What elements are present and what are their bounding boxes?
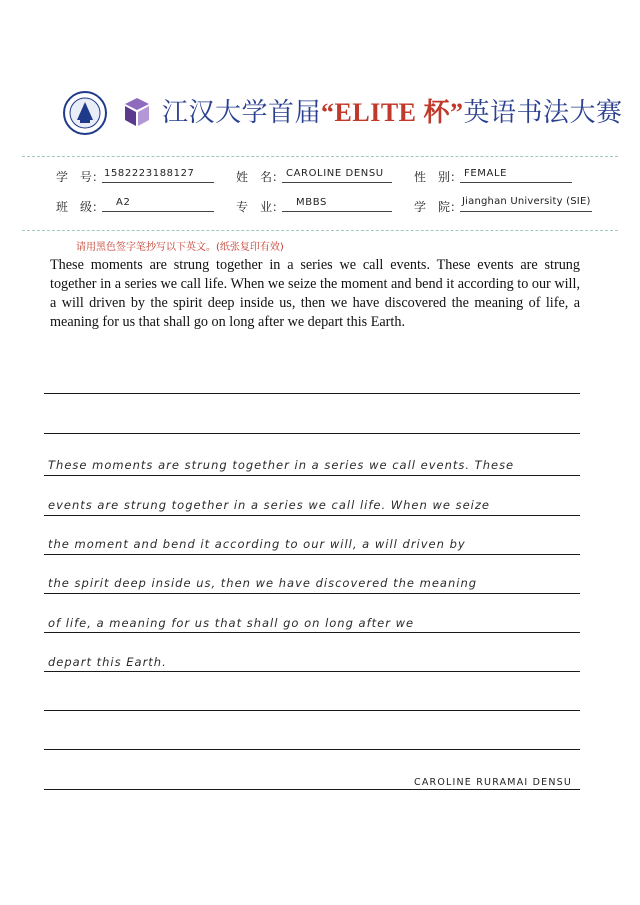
handwritten-line-4: the spirit deep inside us, then we have discovered the meaning: [48, 576, 478, 590]
writing-line-5: [44, 554, 580, 555]
writing-line-7: [44, 632, 580, 633]
handwritten-line-2: events are strung together in a series we call life. When we seize: [48, 498, 490, 512]
handwritten-line-5: of life, a meaning for us that shall go on long after we: [48, 616, 415, 630]
name-line: [282, 182, 392, 183]
student-id-label: 学 号：: [56, 170, 105, 184]
fields-divider: [22, 230, 618, 231]
class-value: A2: [116, 197, 131, 208]
major-label: 专 业：: [236, 200, 285, 214]
college-label: 学 院：: [414, 200, 463, 214]
writing-line-9: [44, 710, 580, 711]
college-value: Jianghan University (SIE): [462, 196, 591, 207]
writing-line-11: [44, 789, 580, 790]
writing-line-4: [44, 515, 580, 516]
class-line: [102, 211, 214, 212]
handwritten-line-1: These moments are strung together in a series we call events. These: [48, 458, 515, 472]
name-value: CAROLINE DENSU: [286, 168, 384, 179]
gender-line: [460, 182, 572, 183]
signature: CAROLINE RURAMAI DENSU: [414, 777, 573, 788]
gender-value: FEMALE: [464, 168, 508, 179]
instruction-text: 请用黑色签字笔抄写以下英文。(纸张复印有效): [76, 242, 284, 253]
writing-line-1: [44, 393, 580, 394]
header-divider: [22, 156, 618, 157]
writing-line-3: [44, 475, 580, 476]
writing-line-10: [44, 749, 580, 750]
writing-line-2: [44, 433, 580, 434]
student-id-line: [102, 182, 214, 183]
page-title: 江汉大学首届“ELITE 杯”英语书法大赛: [162, 98, 623, 128]
major-line: [282, 211, 392, 212]
college-line: [460, 211, 592, 212]
university-seal-logo: [62, 90, 108, 136]
handwritten-line-6: depart this Earth.: [48, 655, 167, 669]
printed-passage: These moments are strung together in a series we call events. These events are strung together in a series we call life. When we seize the moment and bend it according to our will, a will driven by the spirit deep inside us, then we have discovered the meaning of life, a meaning for us that shall go on long after we depart this Earth.: [50, 257, 580, 330]
name-label: 姓 名：: [236, 170, 285, 184]
gender-label: 性 别：: [414, 170, 463, 184]
handwritten-line-3: the moment and bend it according to our will, a will driven by: [48, 537, 466, 551]
elite-cube-logo: [122, 96, 152, 128]
major-value: MBBS: [296, 197, 327, 208]
student-id-value: 1582223188127: [104, 168, 195, 179]
writing-line-8: [44, 671, 580, 672]
class-label: 班 级：: [56, 200, 105, 214]
writing-line-6: [44, 593, 580, 594]
